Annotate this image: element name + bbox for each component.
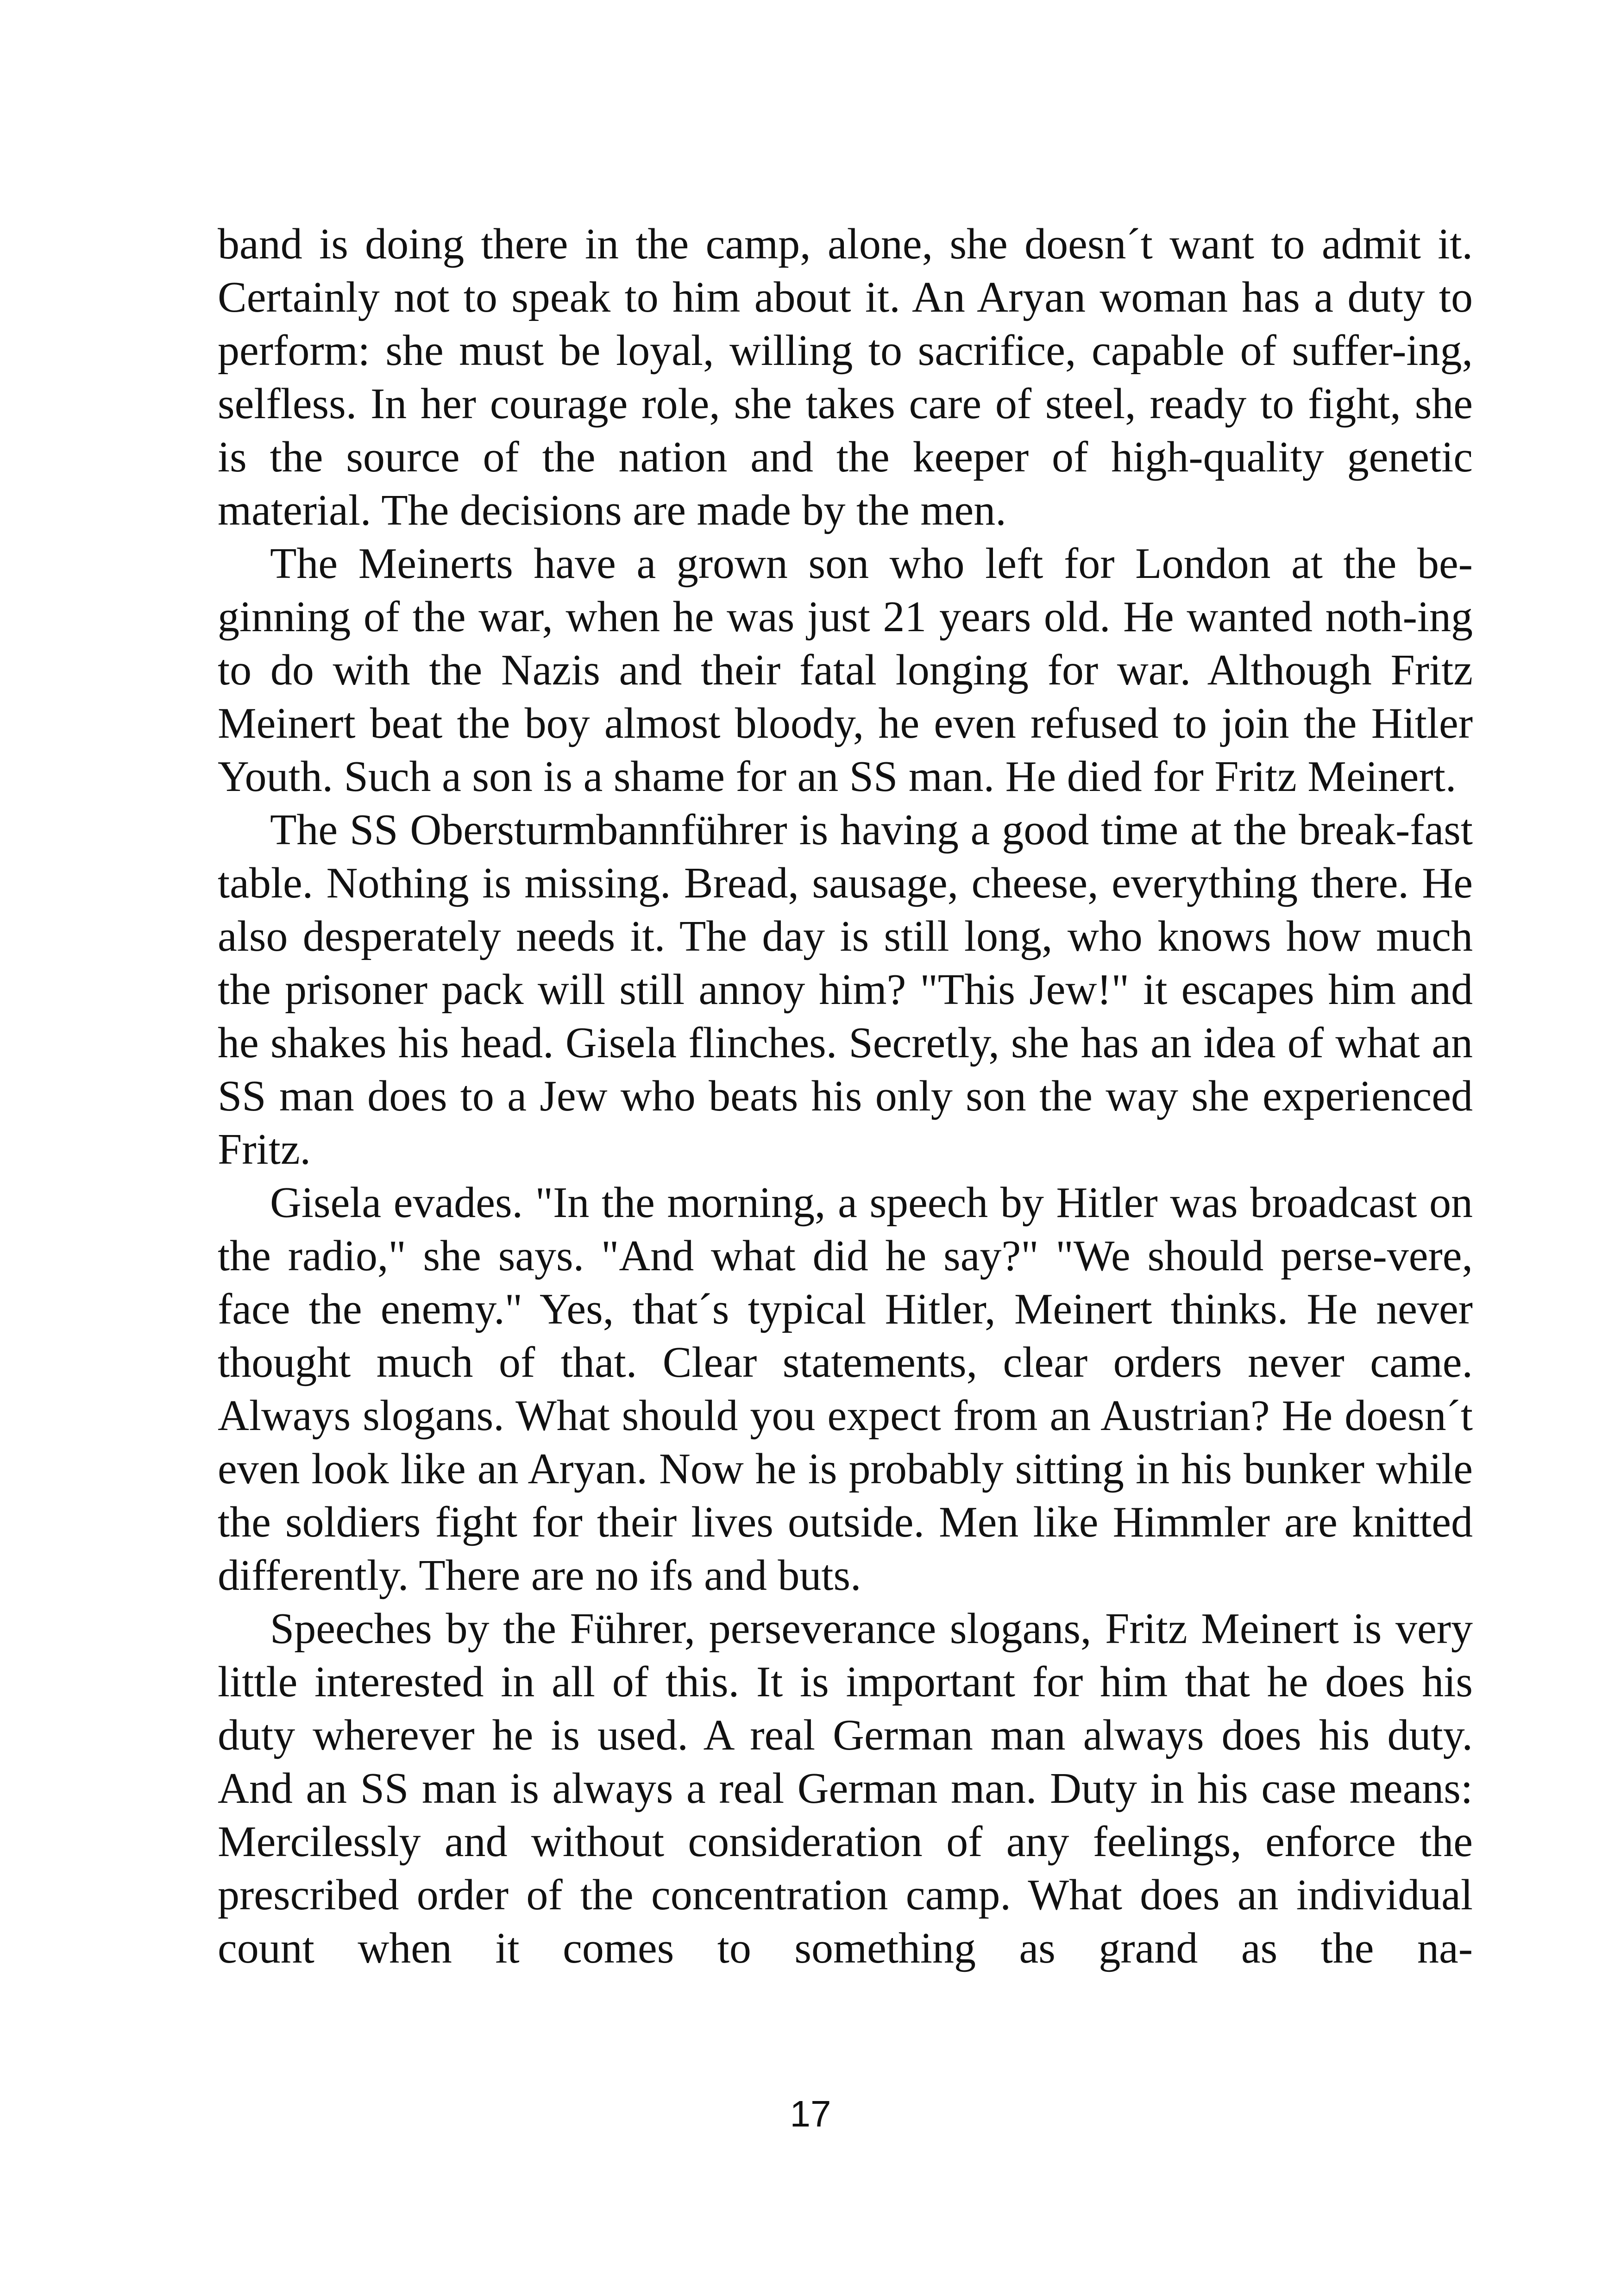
paragraph-3: The SS Obersturmbannführer is having a good time at the break-fast table. Nothing is missing. Bread, sausage, cheese, everything there. He also desperately needs it. The day is still long, who knows how much the prisoner pack will still annoy him? "This Jew!" it escapes him and he shakes his head. Gisela flinches. Secretly, she has an idea of what an SS man does to a Jew who beats his only son the way she experienced Fritz. <box>218 806 1473 1173</box>
body-text <box>218 218 1473 1975</box>
paragraph-1: band is doing there in the camp, alone, she doesn´t want to admit it. Certainly not to speak to him about it. An Aryan woman has a duty to perform: she must be loyal, willing to sacrifice, capable of suffer-ing, selfless. In her courage role, she takes care of steel, ready to fight, she is the source of the nation and the keeper of high-quality genetic material. The decisions are made by the men. <box>218 220 1473 534</box>
paragraph-4: Gisela evades. "In the morning, a speech by Hitler was broadcast on the radio," she says. "And what did he say?" "We should perse-vere, face the enemy." Yes, that´s typical Hitler, Meinert thinks. He never thought much of that. Clear statements, clear orders never came. Always slogans. What should you expect from an Austrian? He doesn´t even look like an Aryan. Now he is probably sitting in his bunker while the soldiers fight for their lives outside. Men like Himmler are knitted differently. There are no ifs and buts. <box>218 1179 1473 1600</box>
page-number: 17 <box>790 2093 831 2134</box>
paragraph-2: The Meinerts have a grown son who left for London at the be-ginning of the war, when he was just 21 years old. He wanted noth-ing to do with the Nazis and their fatal longing for war. Although Fritz Meinert beat the boy almost bloody, he even refused to join the Hitler Youth. Such a son is a shame for an SS man. He died for Fritz Meinert. <box>218 539 1473 801</box>
paragraph-5: Speeches by the Führer, perseverance slogans, Fritz Meinert is very little interested in all of this. It is important for him that he does his duty wherever he is used. A real German man always does his duty. And an SS man is always a real German man. Duty in his case means: Mercilessly and without consideration of any feelings, enforce the prescribed order of the concentration camp. What does an individual count when it comes to something as grand as the na- <box>218 1605 1473 1972</box>
